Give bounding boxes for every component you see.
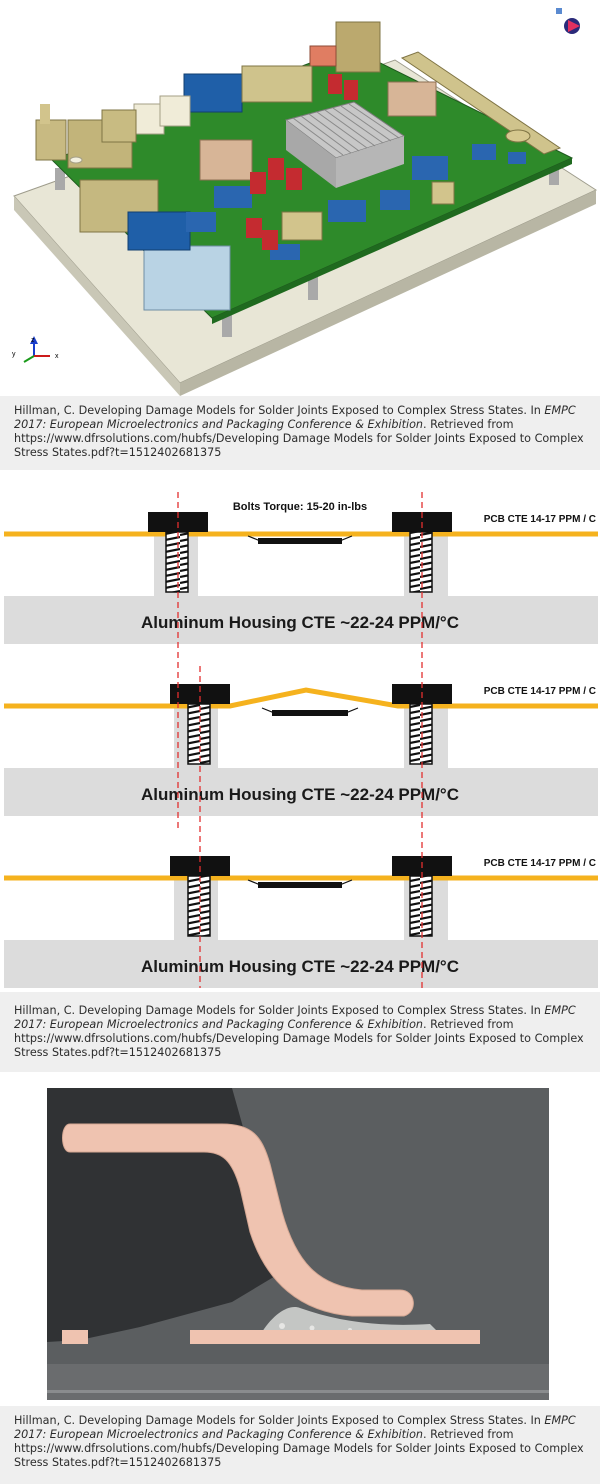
caption-in: In: [530, 404, 545, 417]
caption-retrieved: . Retrieved from https://www.dfrsolutions.com/hubfs/Developing Damage Models for Solder Joints Exposed to Complex Stress States.pdf?t=1512402681375: [14, 418, 584, 459]
round-part: [70, 157, 82, 163]
pcb-model-illustration: [0, 0, 600, 396]
pcb-cte-label: PCB CTE 14-17 PPM / C: [483, 858, 596, 869]
figure-caption: [0, 396, 600, 470]
caption-venue: EMPC 2017: European Microelectronics and Packaging Conference & Exhibition: [14, 1004, 576, 1031]
tan-chip: [388, 82, 436, 116]
pcb-cte-label: PCB CTE 14-17 PPM / C: [483, 514, 596, 525]
connector-block: [144, 246, 230, 310]
cross-section-micrograph: [0, 1072, 600, 1406]
white-part: [160, 96, 190, 126]
pcb-layer: [47, 1364, 549, 1400]
bolt-torque-label: Bolts Torque: 15-20 in-lbs: [232, 501, 368, 513]
caption-in: In: [530, 1414, 545, 1427]
caption-venue: EMPC 2017: European Microelectronics and Packaging Conference & Exhibition: [14, 1414, 576, 1441]
diagram-row-1: [4, 501, 598, 644]
component-row: [242, 66, 312, 102]
component: [432, 182, 454, 204]
cross-section-figure: [0, 1072, 600, 1406]
axis-label-x: x: [55, 353, 59, 360]
caption-author: Hillman, C. Developing Damage Models for Solder Joints Exposed to Complex Stress States.: [14, 1414, 527, 1427]
red-block: [310, 46, 336, 66]
blue-chip: [128, 212, 190, 250]
blue-chip: [184, 74, 242, 112]
blue-chip: [186, 212, 216, 232]
caption-retrieved: . Retrieved from https://www.dfrsolutions.com/hubfs/Developing Damage Models for Solder Joints Exposed to Complex Stress States.pdf?t=1512402681375: [14, 1018, 584, 1059]
blue-chip: [472, 144, 496, 160]
blue-chip: [412, 156, 448, 180]
blue-chip: [214, 186, 252, 208]
cte-diagram-svg: [0, 470, 600, 992]
housing-cte-label: Aluminum Housing CTE ~22-24 PPM/°C: [140, 613, 460, 632]
figure-caption: [0, 992, 600, 1072]
housing-cte-label: Aluminum Housing CTE ~22-24 PPM/°C: [140, 785, 460, 804]
component: [282, 212, 322, 240]
software-logo: [556, 8, 580, 34]
tan-chip: [200, 140, 252, 180]
axis-label-z: z: [31, 337, 35, 344]
diagram-row-2: [4, 684, 598, 816]
blue-chip: [328, 200, 366, 222]
component: [40, 104, 50, 124]
axis-label-y: y: [12, 351, 16, 358]
housing-cte-label: Aluminum Housing CTE ~22-24 PPM/°C: [140, 957, 460, 976]
pcb-layer-line: [47, 1390, 549, 1393]
component: [102, 110, 136, 142]
component-package: [248, 536, 352, 544]
component-package: [262, 708, 358, 716]
caption-retrieved: . Retrieved from https://www.dfrsolutions.com/hubfs/Developing Damage Models for Solder Joints Exposed to Complex Stress States.pdf?t=1512402681375: [14, 1428, 584, 1469]
caption-venue: EMPC 2017: European Microelectronics and Packaging Conference & Exhibition: [14, 404, 576, 431]
caption-author: Hillman, C. Developing Damage Models for Solder Joints Exposed to Complex Stress States.: [14, 404, 527, 417]
caption-author: Hillman, C. Developing Damage Models for Solder Joints Exposed to Complex Stress States.: [14, 1004, 527, 1017]
diagram-row-3: [4, 856, 598, 988]
blue-chip: [380, 190, 410, 210]
tall-component: [336, 22, 380, 72]
blue-chip: [508, 152, 526, 164]
axis-triad: [12, 336, 59, 362]
round-part: [506, 130, 530, 142]
component: [36, 120, 66, 160]
copper-pad: [190, 1330, 480, 1344]
figure-caption: [0, 1406, 600, 1484]
copper-pad: [62, 1330, 88, 1344]
cte-mismatch-diagram: [0, 470, 600, 992]
caption-in: In: [530, 1004, 545, 1017]
pcb-cte-label: PCB CTE 14-17 PPM / C: [483, 686, 596, 697]
pcb-model-figure: [0, 0, 600, 396]
component-package: [248, 880, 352, 888]
